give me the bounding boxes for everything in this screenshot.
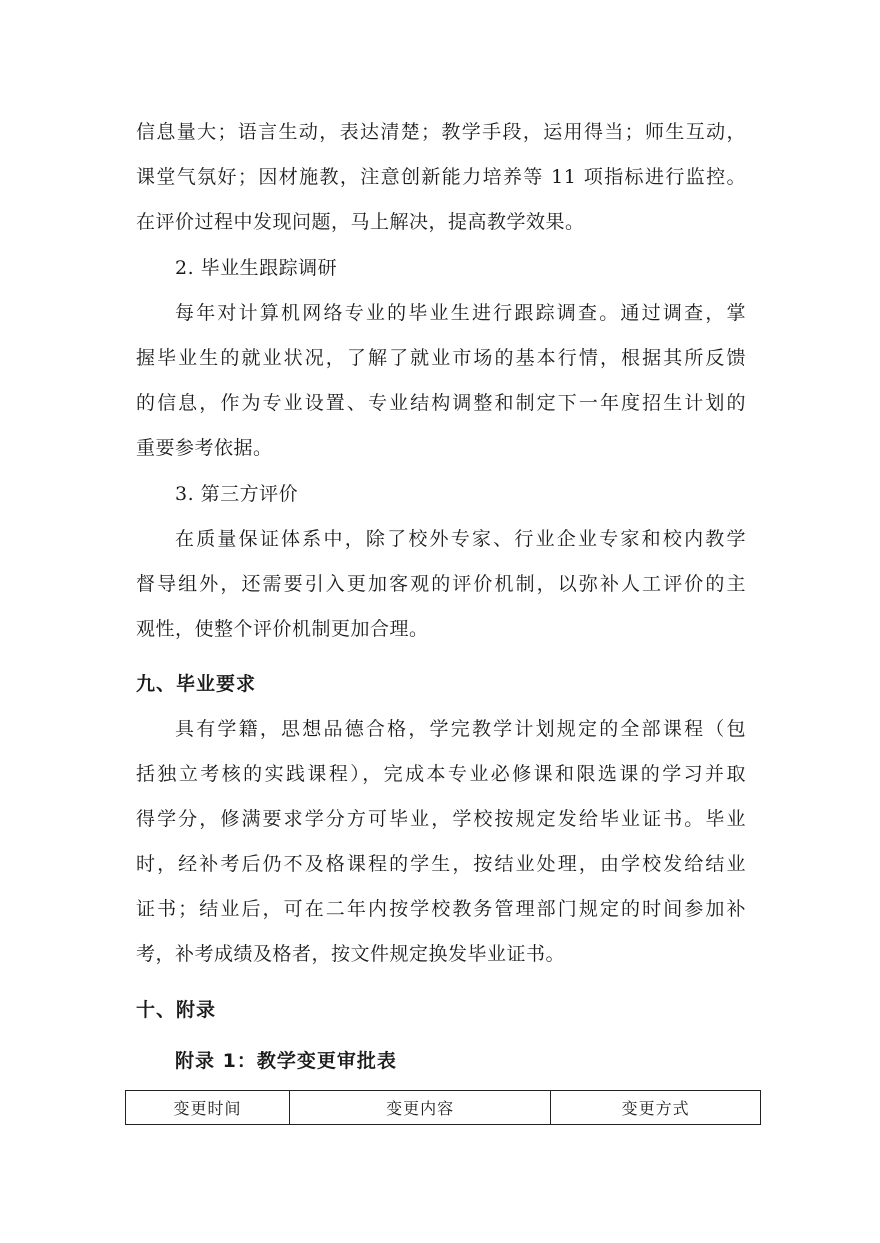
paragraph-line: 的信息，作为专业设置、专业结构调整和制定下一年度招生计划的: [136, 392, 746, 414]
paragraph-line: 时，经补考后仍不及格课程的学生，按结业处理，由学校发给结业: [136, 853, 746, 875]
chapter-heading-graduation-requirements: 九、毕业要求: [136, 673, 257, 695]
paragraph-line: 督导组外，还需要引入更加客观的评价机制，以弥补人工评价的主: [136, 573, 746, 595]
paragraph-line: 括独立考核的实践课程），完成本专业必修课和限选课的学习并取: [136, 763, 746, 785]
table-header-row: [126, 1091, 761, 1125]
paragraph-line: 每年对计算机网络专业的毕业生进行跟踪调查。通过调查，掌: [175, 302, 746, 324]
approval-table: [125, 1090, 761, 1125]
paragraph-line: 得学分，修满要求学分方可毕业，学校按规定发给毕业证书。毕业: [136, 808, 746, 830]
appendix-title: 附录 1：教学变更审批表: [175, 1050, 397, 1072]
paragraph-line: 具有学籍，思想品德合格，学完教学计划规定的全部课程（包: [175, 718, 746, 740]
paragraph-line: 握毕业生的就业状况，了解了就业市场的基本行情，根据其所反馈: [136, 347, 746, 369]
section-heading-graduate-tracking: 2. 毕业生跟踪调研: [175, 257, 338, 279]
column-header-change-time: 变更时间: [126, 1091, 290, 1125]
paragraph-line: 考，补考成绩及格者，按文件规定换发毕业证书。: [136, 943, 566, 965]
section-heading-third-party-evaluation: 3. 第三方评价: [175, 483, 299, 505]
paragraph-line: 观性，使整个评价机制更加合理。: [136, 618, 429, 640]
paragraph-line: 信息量大；语言生动，表达清楚；教学手段，运用得当；师生互动，: [136, 121, 746, 143]
paragraph-line: 证书；结业后，可在二年内按学校教务管理部门规定的时间参加补: [136, 898, 746, 920]
paragraph-line: 在质量保证体系中，除了校外专家、行业企业专家和校内教学: [175, 528, 746, 550]
paragraph-line: 课堂气氛好；因材施教，注意创新能力培养等 11 项指标进行监控。: [136, 166, 746, 188]
column-header-change-method: 变更方式: [551, 1091, 761, 1125]
column-header-change-content: 变更内容: [289, 1091, 550, 1125]
paragraph-line: 重要参考依据。: [136, 437, 273, 459]
paragraph-line: 在评价过程中发现问题，马上解决，提高教学效果。: [136, 211, 585, 233]
chapter-heading-appendix: 十、附录: [136, 999, 217, 1021]
